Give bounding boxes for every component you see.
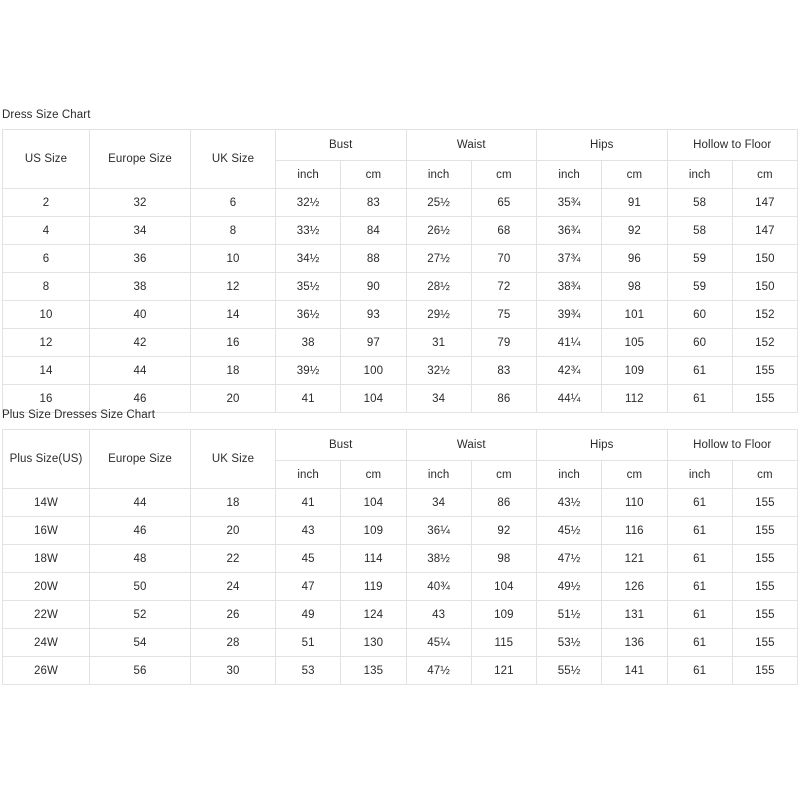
cell: 6 (191, 189, 276, 217)
cell: 24 (191, 573, 276, 601)
cell: 150 (732, 273, 797, 301)
cell: 109 (602, 357, 667, 385)
cell: 34 (406, 385, 471, 413)
cell: 104 (471, 573, 536, 601)
table-row (3, 517, 798, 545)
cell: 6 (3, 245, 90, 273)
unit-bust-cm: cm (341, 161, 406, 189)
cell: 12 (191, 273, 276, 301)
cell: 110 (602, 489, 667, 517)
cell: 28 (191, 629, 276, 657)
cell: 46 (90, 385, 191, 413)
cell: 14W (3, 489, 90, 517)
dress-size-chart-block (0, 108, 800, 413)
cell: 61 (667, 489, 732, 517)
cell: 27½ (406, 245, 471, 273)
cell: 8 (3, 273, 90, 301)
table-row (3, 217, 798, 245)
cell: 112 (602, 385, 667, 413)
cell: 45¼ (406, 629, 471, 657)
cell: 75 (471, 301, 536, 329)
cell: 59 (667, 245, 732, 273)
cell: 53½ (537, 629, 602, 657)
cell: 109 (341, 517, 406, 545)
header-waist: Waist (406, 130, 537, 161)
cell: 24W (3, 629, 90, 657)
cell: 83 (341, 189, 406, 217)
cell: 48 (90, 545, 191, 573)
cell: 105 (602, 329, 667, 357)
cell: 97 (341, 329, 406, 357)
cell: 98 (602, 273, 667, 301)
cell: 26 (191, 601, 276, 629)
header-hollow-to-floor: Hollow to Floor (667, 130, 798, 161)
cell: 41 (276, 385, 341, 413)
cell: 92 (602, 217, 667, 245)
cell: 61 (667, 657, 732, 685)
cell: 42¾ (537, 357, 602, 385)
cell: 155 (732, 489, 797, 517)
table-row (3, 273, 798, 301)
header-hips: Hips (537, 130, 668, 161)
cell: 4 (3, 217, 90, 245)
cell: 104 (341, 385, 406, 413)
cell: 20 (191, 385, 276, 413)
cell: 61 (667, 357, 732, 385)
cell: 44¼ (537, 385, 602, 413)
unit-waist-inch: inch (406, 461, 471, 489)
cell: 34½ (276, 245, 341, 273)
cell: 155 (732, 629, 797, 657)
cell: 40¾ (406, 573, 471, 601)
cell: 61 (667, 385, 732, 413)
header-hollow-to-floor: Hollow to Floor (667, 430, 798, 461)
cell: 34 (90, 217, 191, 245)
header-plus-size-us: Plus Size(US) (3, 430, 90, 489)
cell: 101 (602, 301, 667, 329)
cell: 84 (341, 217, 406, 245)
cell: 126 (602, 573, 667, 601)
cell: 104 (341, 489, 406, 517)
unit-hollow-cm: cm (732, 461, 797, 489)
cell: 18 (191, 489, 276, 517)
cell: 60 (667, 329, 732, 357)
cell: 38½ (406, 545, 471, 573)
cell: 43 (406, 601, 471, 629)
dress-size-chart-caption: Dress Size Chart (2, 109, 91, 121)
cell: 152 (732, 301, 797, 329)
cell: 32½ (406, 357, 471, 385)
table-row (3, 657, 798, 685)
cell: 86 (471, 385, 536, 413)
unit-waist-cm: cm (471, 461, 536, 489)
unit-hips-cm: cm (602, 461, 667, 489)
cell: 121 (602, 545, 667, 573)
cell: 93 (341, 301, 406, 329)
cell: 50 (90, 573, 191, 601)
cell: 31 (406, 329, 471, 357)
header-bust: Bust (276, 430, 407, 461)
cell: 88 (341, 245, 406, 273)
cell: 39¾ (537, 301, 602, 329)
cell: 68 (471, 217, 536, 245)
cell: 61 (667, 573, 732, 601)
cell: 65 (471, 189, 536, 217)
cell: 86 (471, 489, 536, 517)
cell: 60 (667, 301, 732, 329)
cell: 18W (3, 545, 90, 573)
cell: 14 (3, 357, 90, 385)
cell: 35½ (276, 273, 341, 301)
cell: 47½ (406, 657, 471, 685)
cell: 29½ (406, 301, 471, 329)
table-row (3, 245, 798, 273)
unit-hips-cm: cm (602, 161, 667, 189)
plus-size-chart-block (0, 408, 800, 685)
cell: 16 (3, 385, 90, 413)
cell: 79 (471, 329, 536, 357)
cell: 49 (276, 601, 341, 629)
cell: 46 (90, 517, 191, 545)
cell: 61 (667, 517, 732, 545)
cell: 155 (732, 545, 797, 573)
unit-bust-inch: inch (276, 461, 341, 489)
cell: 38 (276, 329, 341, 357)
unit-hollow-inch: inch (667, 461, 732, 489)
cell: 155 (732, 517, 797, 545)
cell: 90 (341, 273, 406, 301)
cell: 26½ (406, 217, 471, 245)
cell: 43 (276, 517, 341, 545)
cell: 58 (667, 217, 732, 245)
cell: 61 (667, 629, 732, 657)
cell: 36 (90, 245, 191, 273)
table-row (3, 301, 798, 329)
header-us-size: US Size (3, 130, 90, 189)
cell: 18 (191, 357, 276, 385)
cell: 155 (732, 385, 797, 413)
cell: 136 (602, 629, 667, 657)
cell: 22W (3, 601, 90, 629)
cell: 36½ (276, 301, 341, 329)
cell: 115 (471, 629, 536, 657)
unit-hollow-cm: cm (732, 161, 797, 189)
cell: 38 (90, 273, 191, 301)
cell: 38¾ (537, 273, 602, 301)
cell: 83 (471, 357, 536, 385)
cell: 20 (191, 517, 276, 545)
cell: 152 (732, 329, 797, 357)
cell: 32 (90, 189, 191, 217)
cell: 61 (667, 601, 732, 629)
cell: 43½ (537, 489, 602, 517)
cell: 39½ (276, 357, 341, 385)
cell: 131 (602, 601, 667, 629)
cell: 26W (3, 657, 90, 685)
cell: 150 (732, 245, 797, 273)
table-row (3, 329, 798, 357)
cell: 47 (276, 573, 341, 601)
cell: 35¾ (537, 189, 602, 217)
cell: 100 (341, 357, 406, 385)
table-row (3, 629, 798, 657)
cell: 36¾ (537, 217, 602, 245)
unit-waist-cm: cm (471, 161, 536, 189)
cell: 30 (191, 657, 276, 685)
header-hips: Hips (537, 430, 668, 461)
table-row (3, 573, 798, 601)
cell: 45½ (537, 517, 602, 545)
cell: 34 (406, 489, 471, 517)
cell: 16 (191, 329, 276, 357)
cell: 59 (667, 273, 732, 301)
table-row (3, 545, 798, 573)
cell: 45 (276, 545, 341, 573)
cell: 2 (3, 189, 90, 217)
cell: 92 (471, 517, 536, 545)
cell: 44 (90, 489, 191, 517)
unit-hips-inch: inch (537, 161, 602, 189)
cell: 98 (471, 545, 536, 573)
cell: 28½ (406, 273, 471, 301)
cell: 41¼ (537, 329, 602, 357)
dress-size-table (2, 129, 798, 413)
cell: 70 (471, 245, 536, 273)
cell: 124 (341, 601, 406, 629)
cell: 155 (732, 573, 797, 601)
cell: 141 (602, 657, 667, 685)
cell: 54 (90, 629, 191, 657)
cell: 10 (3, 301, 90, 329)
table-row (3, 489, 798, 517)
cell: 58 (667, 189, 732, 217)
cell: 147 (732, 217, 797, 245)
table-header-row (3, 430, 798, 461)
cell: 147 (732, 189, 797, 217)
table-row (3, 357, 798, 385)
table-row (3, 601, 798, 629)
cell: 20W (3, 573, 90, 601)
cell: 53 (276, 657, 341, 685)
header-europe-size: Europe Size (90, 430, 191, 489)
header-bust: Bust (276, 130, 407, 161)
unit-hollow-inch: inch (667, 161, 732, 189)
cell: 116 (602, 517, 667, 545)
cell: 114 (341, 545, 406, 573)
cell: 130 (341, 629, 406, 657)
cell: 37¾ (537, 245, 602, 273)
cell: 41 (276, 489, 341, 517)
cell: 155 (732, 657, 797, 685)
cell: 119 (341, 573, 406, 601)
cell: 14 (191, 301, 276, 329)
cell: 96 (602, 245, 667, 273)
header-waist: Waist (406, 430, 537, 461)
cell: 55½ (537, 657, 602, 685)
cell: 10 (191, 245, 276, 273)
table-row (3, 189, 798, 217)
cell: 16W (3, 517, 90, 545)
cell: 22 (191, 545, 276, 573)
cell: 8 (191, 217, 276, 245)
cell: 109 (471, 601, 536, 629)
cell: 52 (90, 601, 191, 629)
cell: 155 (732, 357, 797, 385)
plus-size-table (2, 429, 798, 685)
cell: 51 (276, 629, 341, 657)
cell: 72 (471, 273, 536, 301)
unit-bust-inch: inch (276, 161, 341, 189)
cell: 56 (90, 657, 191, 685)
cell: 61 (667, 545, 732, 573)
cell: 51½ (537, 601, 602, 629)
table-header-row (3, 130, 798, 161)
cell: 91 (602, 189, 667, 217)
cell: 121 (471, 657, 536, 685)
cell: 36¼ (406, 517, 471, 545)
cell: 42 (90, 329, 191, 357)
cell: 32½ (276, 189, 341, 217)
cell: 12 (3, 329, 90, 357)
cell: 33½ (276, 217, 341, 245)
cell: 44 (90, 357, 191, 385)
cell: 47½ (537, 545, 602, 573)
unit-waist-inch: inch (406, 161, 471, 189)
cell: 135 (341, 657, 406, 685)
header-europe-size: Europe Size (90, 130, 191, 189)
cell: 40 (90, 301, 191, 329)
header-uk-size: UK Size (191, 430, 276, 489)
unit-hips-inch: inch (537, 461, 602, 489)
cell: 49½ (537, 573, 602, 601)
cell: 155 (732, 601, 797, 629)
plus-size-chart-caption: Plus Size Dresses Size Chart (2, 409, 155, 421)
header-uk-size: UK Size (191, 130, 276, 189)
cell: 25½ (406, 189, 471, 217)
unit-bust-cm: cm (341, 461, 406, 489)
